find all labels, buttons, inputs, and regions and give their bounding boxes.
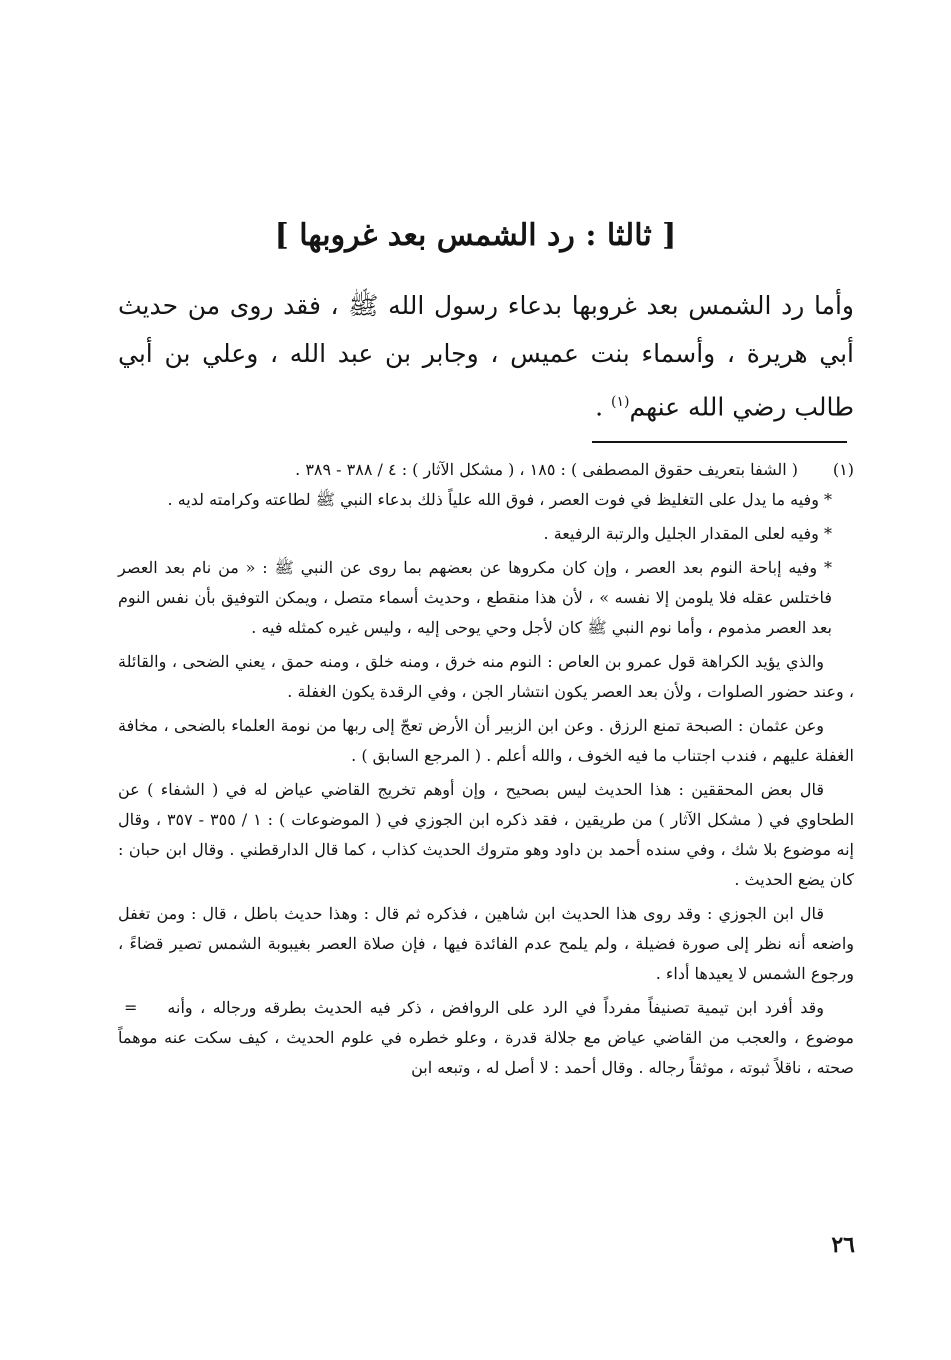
footnote-paragraph: والذي يؤيد الكراهة قول عمرو بن العاص : النوم منه خرق ، ومنه خلق ، ومنه حمق ، يعني الضحى ، والقائلة ، وعند حضور الصلوات ، ولأن بعد العصر يكون انتشار الجن ، وفي الرقدة يكون الغفلة . xyxy=(118,652,854,701)
footnote-citation: ( الشفا بتعريف حقوق المصطفى ) : ١٨٥ ، ( مشكل الآثار ) : ٤ / ٣٨٨ - ٣٨٩ . xyxy=(295,460,798,479)
footnote-paragraph: * وفيه إباحة النوم بعد العصر ، وإن كان مكروها عن بعضهم بما روى عن النبي ﷺ : « من نام بعد العصر فاختلس عقله فلا يلومن إلا نفسه » ، لأن هذا منقطع ، وحديث أسماء متصل ، ويمكن التوفيق بأن نفس النوم بعد العصر مذموم ، وأما نوم النبي ﷺ كان لأجل وحي يوحى إليه ، وليس غيره كمثله فيه . xyxy=(118,558,832,637)
section-heading: [ ثالثا : رد الشمس بعد غروبها ] xyxy=(274,218,677,253)
main-text: وأما رد الشمس بعد غروبها بدعاء رسول الله ﷺ ، فقد روى من حديث أبي هريرة ، وأسماء بنت عميس ، وجابر بن عبد الله ، وعلي بن أبي طالب رضي الله عنهم xyxy=(118,291,854,422)
footnote-paragraph: * وفيه لعلى المقدار الجليل والرتبة الرفيعة . xyxy=(543,524,832,543)
footnote-number: (١) xyxy=(832,460,854,479)
footnote-paragraph-last xyxy=(118,993,854,1083)
main-paragraph xyxy=(118,282,854,431)
footnote-paragraph: * وفيه ما يدل على التغليظ في فوت العصر ، فوق الله علياً ذلك بدعاء النبي ﷺ لطاعته وكرامته لديه . xyxy=(167,490,832,509)
footnote-paragraph: قال بعض المحققين : هذا الحديث ليس بصحيح ، وإن أوهم تخريج القاضي عياض له في ( الشفاء ) عن الطحاوي في ( مشكل الآثار ) من طريقين ، فقد ذكره ابن الجوزي في ( الموضوعات ) : ١ / ٣٥٥ - ٣٥٧ ، وقال إنه موضوع بلا شك ، وفي سنده أحمد بن داود وهو متروك الحديث كذاب ، كما قال الدارقطني . وقال ابن حبان : كان يضع الحديث . xyxy=(118,780,855,889)
continuation-mark: = xyxy=(124,998,138,1017)
footnote-first-line xyxy=(118,455,854,485)
footnote-paragraph-text: وقد أفرد ابن تيمية تصنيفاً مفرداً في الرد على الروافض ، ذكر فيه الحديث بطرقه ورجاله ، وأنه موضوع ، والعجب من القاضي عياض مع جلالة قدرة ، وعلو خطره في علوم الحديث ، كيف سكت عنه موهماً صحته ، ناقلاً ثبوته ، موثقاً رجاله . وقال أحمد : لا أصل له ، وتبعه ابن xyxy=(118,998,855,1077)
footnote-reference: (١) xyxy=(611,394,630,410)
footnote-paragraph: قال ابن الجوزي : وقد روى هذا الحديث ابن شاهين ، فذكره ثم قال : وهذا حديث باطل ، قال : ومن تغفل واضعه أنه نظر إلى صورة فضيلة ، ولم يلمح عدم الفائدة فيها ، فإن صلاة العصر بغيبوبة الشمس تصير قضاءً ، ورجوع الشمس لا يعيدها أداء . xyxy=(118,904,854,983)
footnote-separator xyxy=(592,441,847,443)
page-number: ٢٦ xyxy=(831,1232,855,1258)
footnotes-section xyxy=(118,455,854,1087)
main-text-end: . xyxy=(595,392,611,422)
footnote-paragraph: وعن عثمان : الصبحة تمنع الرزق . وعن ابن الزبير أن الأرض تعجّ إلى ربها من نومة العلماء بالضحى ، مخافة الغفلة عليهم ، فندب اجتناب ما فيه الخوف ، والله أعلم . ( المرجع السابق ) . xyxy=(118,716,854,765)
